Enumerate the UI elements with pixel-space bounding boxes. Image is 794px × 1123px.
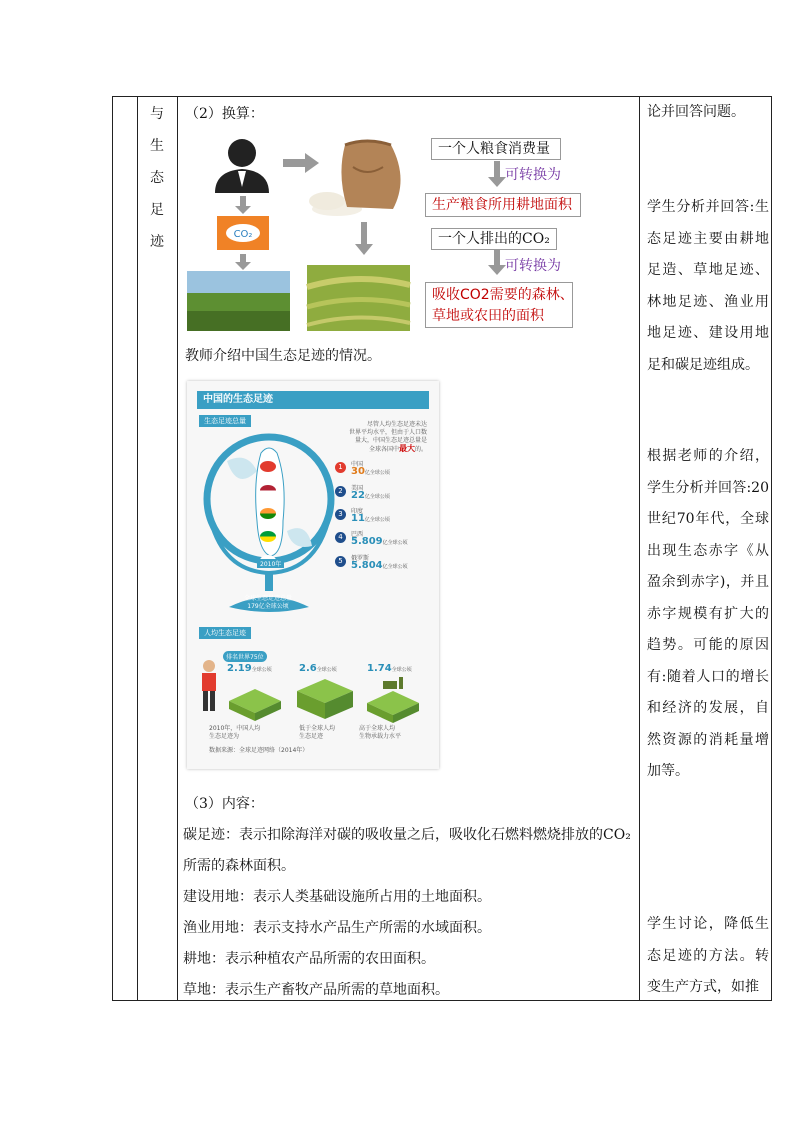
student-response-3: 根据老师的介绍，学生分析并回答:20世纪70年代，全球出现生态赤字《从盈余到赤字)，并且赤字规模有扩大的趋势。可能的原因有:随着人口的增长和经济的发展，自然资源的消耗量增加等。 — [647, 448, 769, 779]
biocapacity-desc — [359, 725, 401, 741]
country-value: 30亿全球公顷 — [351, 466, 390, 477]
desc-line: 生物承载力水平 — [359, 733, 402, 740]
note-line: 尽管人均生态足迹未达 — [366, 421, 427, 428]
country-value: 11亿全球公顷 — [351, 513, 390, 524]
content-carbon-footprint-cont: 所需的森林面积。 — [183, 858, 295, 874]
absorption-area-line: 吸收CO2需要的森林、 — [432, 287, 574, 303]
total-footprint-tag: 生态足迹总量 — [199, 415, 251, 427]
content-grassland: 草地：表示生产畜牧产品所需的草地面积。 — [183, 982, 449, 998]
grassland-photo — [187, 271, 290, 331]
content-cropland: 耕地：表示种植农产品所需的农田面积。 — [183, 951, 435, 967]
title-char: 足 — [150, 202, 164, 218]
note-emphasis: 最大 — [398, 444, 415, 453]
desc-line: 高于全球人均 — [359, 725, 396, 732]
co2-label: CO₂ — [233, 229, 253, 240]
section-title-column — [137, 97, 177, 1002]
biocapacity-value: 1.74全球公顷 — [367, 663, 412, 674]
wildlife-block-icon — [367, 677, 419, 723]
country-value: 5.809亿全球公顷 — [351, 536, 408, 547]
person-figure-icon — [202, 660, 216, 711]
per-capita-world-desc — [299, 725, 335, 741]
infographic-title: 中国的生态足迹 — [197, 391, 429, 409]
title-char: 生 — [150, 138, 164, 154]
student-response-1: 论并回答问题。 — [647, 104, 745, 120]
rice-field-photo — [307, 265, 410, 331]
rank-badge: 排名世界75位 — [223, 651, 267, 662]
grain-consumption-box: 一个人粮食消费量 — [431, 138, 561, 160]
down-arrow-icon — [235, 196, 251, 214]
country-rank: 3 — [335, 509, 346, 520]
country-rank: 4 — [335, 532, 346, 543]
per-capita-world-value: 2.6全球公顷 — [299, 663, 337, 674]
convert-label: 可转换为 — [505, 167, 561, 183]
note-line: 量大，中国生态足迹总量是 — [354, 437, 427, 444]
country-name: 印度 — [351, 508, 364, 515]
section2-title: （2）换算： — [185, 106, 264, 122]
country-name: 巴西 — [351, 531, 364, 538]
teacher-intro: 教师介绍中国生态足迹的情况。 — [185, 348, 381, 364]
content-carbon-footprint: 碳足迹：表示扣除海洋对碳的吸收量之后，吸收化石燃料燃烧排放的CO₂ — [183, 827, 631, 843]
content-fishery-land: 渔业用地：表示支持水产品生产所需的水域面积。 — [183, 920, 491, 936]
global-total-line: 179亿全球公顷 — [247, 603, 289, 610]
note-line: 世界平均水平，但由于人口数 — [348, 429, 427, 436]
desc-line: 低于全球人均 — [299, 725, 336, 732]
per-capita-china-value: 2.19全球公顷 — [227, 663, 272, 674]
china-footprint-infographic — [187, 381, 439, 769]
note-line: 的。 — [414, 446, 427, 453]
per-capita-china-desc — [209, 725, 260, 741]
per-capita-graphics — [187, 381, 439, 769]
absorption-area-line: 草地或农田的面积 — [432, 308, 544, 324]
lesson-table — [112, 96, 772, 1001]
right-arrow-icon — [283, 153, 319, 173]
country-rank: 2 — [335, 486, 346, 497]
country-value: 5.804亿全球公顷 — [351, 560, 408, 571]
content-construction-land: 建设用地：表示人类基础设施所占用的土地面积。 — [183, 889, 491, 905]
country-name: 俄罗斯 — [351, 555, 370, 562]
desc-line: 生态足迹为 — [209, 733, 240, 740]
title-char: 与 — [150, 106, 164, 122]
country-name: 美国 — [351, 485, 364, 492]
student-response-4: 学生讨论，降低生态足迹的方法。转变生产方式，如推 — [647, 916, 769, 995]
note-line: 全球各国中 — [368, 446, 399, 453]
desc-line: 生态足迹 — [299, 733, 324, 740]
title-char: 迹 — [150, 234, 164, 250]
country-value: 22亿全球公顷 — [351, 490, 390, 501]
rice-sack-icon — [309, 141, 401, 216]
convert-label: 可转换为 — [505, 258, 561, 274]
footprint-block-icon — [229, 689, 281, 721]
co2-emission-box: 一个人排出的CO₂ — [431, 228, 557, 250]
student-activity-column — [639, 97, 773, 1002]
down-arrow-icon — [488, 161, 506, 187]
per-capita-tag: 人均生态足迹 — [199, 627, 251, 639]
student-response-2: 学生分析并回答:生态足迹主要由耕地足造、草地足迹、林地足迹、渔业用地足迹、建设用地足和碳足迹组成。 — [647, 199, 769, 373]
down-arrow-icon — [488, 249, 506, 275]
down-arrow-icon — [235, 254, 251, 270]
footprint-block-icon — [297, 679, 353, 719]
title-char: 态 — [150, 170, 164, 186]
desc-line: 2010年，中国人均 — [209, 725, 261, 732]
global-total-line: 全球生态足迹总量 — [243, 595, 292, 602]
absorption-area-box — [425, 282, 573, 328]
section3-title: （3）内容： — [185, 796, 264, 812]
teaching-content-column — [177, 97, 639, 1002]
country-rank: 5 — [335, 556, 346, 567]
person-icon — [215, 139, 269, 193]
farmland-area-box: 生产粮食所用耕地面积 — [425, 193, 581, 217]
data-source: 数据来源：全球足迹网络（2014年） — [209, 747, 309, 754]
down-arrow-icon — [355, 222, 373, 255]
year-label: 2010年 — [257, 559, 284, 568]
country-rank: 1 — [335, 462, 346, 473]
country-name: 中国 — [351, 461, 364, 468]
